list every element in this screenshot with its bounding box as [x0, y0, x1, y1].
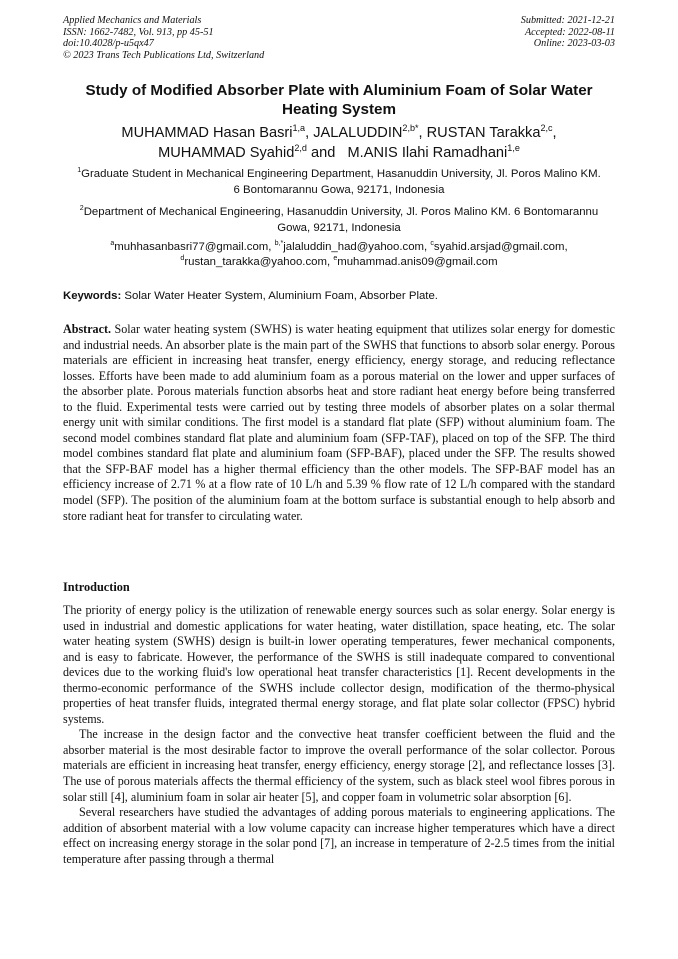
author-name: MUHAMMAD Syahid [158, 145, 295, 161]
online-date: Online: 2023-03-03 [533, 38, 615, 50]
header-left [63, 15, 264, 61]
paragraph: Several researchers have studied the advantages of adding porous materials to engineering applications. The addition of absorbent material with a low volume capacity can increase higher temperatures which have a direct effect on increasing energy storage in the solar pond [7], an increase in temperature of 2-2.5 times from the initial temperature after passing through a thermal [63, 805, 615, 866]
author-affiliation-mark: 1,a [292, 123, 306, 134]
submitted-date: Submitted: 2021-12-21 [520, 15, 615, 26]
email-address[interactable]: rustan_tarakka@yahoo.com, [184, 256, 334, 268]
author-separator: and [306, 145, 348, 161]
author-separator: , [305, 125, 314, 141]
introduction-heading: Introduction [63, 580, 130, 594]
introduction-body [63, 603, 615, 867]
header-right [521, 15, 615, 61]
email-address[interactable]: muhhasanbasri77@gmail.com, [114, 241, 275, 253]
email-address[interactable]: muhammad.anis09@gmail.com [337, 256, 498, 268]
author-name: M.ANIS Ilahi Ramadhani [347, 145, 508, 161]
journal-name: Applied Mechanics and Materials [63, 15, 202, 26]
affiliation-1 [75, 167, 603, 198]
keywords-label: Keywords: [63, 290, 122, 302]
issn-line: ISSN: 1662-7482, Vol. 913, pp 45-51 [63, 26, 214, 38]
abstract-label: Abstract. [63, 322, 112, 336]
author-affiliation-mark: 1,e [507, 143, 520, 154]
copyright-line: © 2023 Trans Tech Publications Ltd, Switzerland [63, 49, 265, 61]
email-mark: e [333, 255, 338, 263]
abstract-section [63, 322, 615, 524]
author-separator: , [552, 125, 557, 141]
author-name: MUHAMMAD Hasan Basri [121, 125, 293, 141]
paragraph: The priority of energy policy is the utilization of renewable energy sources such as solar energy. Solar energy is used in industrial and domestic applications for water heating, water distillation, space heating, etc. The solar water heating system (SWHS) design is built-in lower operating temperatures, fewer mechanical components, and is easy to fabricate. However, the performance of the SWHS is still inadequate compared to conventional devices due to the working fluid's low operational heat transfer characteristics [1]. Recent developments in the thermo-economic performance of the SWHS include collector design, modification of the thermo-physical properties of heat transfer fluids, integrated thermal energy storage, and flat plate solar collector (FPSC) hybrid systems. [63, 603, 615, 726]
author-separator: , [418, 125, 427, 141]
affiliation-mark: 2 [79, 205, 84, 213]
doi-line[interactable]: doi:10.4028/p-u5qx47 [63, 38, 154, 50]
email-mark: a [110, 240, 115, 248]
keywords-text: Solar Water Heater System, Aluminium Foam, Absorber Plate. [121, 290, 438, 302]
email-list [68, 240, 610, 270]
email-address[interactable]: jalaluddin_had@yahoo.com, [283, 241, 431, 253]
author-affiliation-mark: 2,d [294, 143, 307, 154]
author-list [60, 123, 618, 163]
affiliation-text: Graduate Student in Mechanical Engineering Department, Hasanuddin University, Jl. Poros Malino KM. 6 Bontomarannu Gowa, 92171, Indonesia [81, 168, 601, 196]
affiliation-mark: 1 [77, 167, 82, 175]
abstract-text: Solar water heating system (SWHS) is water heating equipment that utilizes solar energy for domestic and industrial needs. An absorber plate is the main part of the SWHS that functions to absorb solar energy. Porous materials are efficient in increasing heat transfer, energy efficiency, energy storage, and reducing reflectance losses. Efforts have been made to add aluminium foam as a porous material on the lower and upper surfaces of the absorber plate. Porous materials function absorbs heat and store radiant heat energy before being transferred to the fluid. Experimental tests were carried out by testing three models of absorber plates on a solar thermal energy unit with similar conditions. The first model is a standard flat plate (SFP) without aluminium foam. The second model combines standard flat plate and aluminium foam (SFP-TAF), placed on top of the SFP. The third model combines standard flat plate and aluminium foam (SFP-BAF), placed under the SFP. The results showed that the SFP-BAF model has a higher thermal efficiency than the other models. The SFP-BAF model has an efficiency increase of 2.71 % at a flow rate of 10 L/h and 5.39 % flow rate of 12 L/h compared with the standard model (SFP). The position of the aluminium foam at the bottom surface is substantial enough to help absorb and store radiant heat for transfer to circulating water. [63, 322, 615, 523]
author-affiliation-mark: 2,c [540, 123, 553, 134]
author-name: RUSTAN Tarakka [426, 125, 541, 141]
keywords-section [63, 289, 615, 303]
email-mark: d [180, 255, 185, 263]
author-affiliation-mark: 2,b* [402, 123, 419, 134]
paper-title: Study of Modified Absorber Plate with Aluminium Foam of Solar Water Heating System [85, 82, 593, 118]
affiliation-2 [75, 205, 603, 236]
email-mark: b,* [274, 240, 284, 248]
email-mark: c [430, 240, 434, 248]
journal-header [63, 15, 615, 61]
accepted-date: Accepted: 2022-08-11 [524, 26, 615, 38]
affiliation-text: Department of Mechanical Engineering, Hasanuddin University, Jl. Poros Malino KM. 6 Bontomarannu Gowa, 92171, Indonesia [83, 206, 599, 234]
paragraph: The increase in the design factor and the convective heat transfer coefficient between the fluid and the absorber material is the most desirable factor to improve the overall performance of the solar collector. Porous materials are efficient in increasing heat transfer, energy efficiency, energy storage [2], and reflectance losses [3]. The use of porous materials affects the thermal efficiency of the system, such as black steel wool fibres porous in solar still [4], aluminium foam in solar air heater [5], and copper foam in volumetric solar absorption [6]. [63, 727, 615, 804]
email-address[interactable]: syahid.arsjad@gmail.com, [433, 241, 568, 253]
author-name: JALALUDDIN [313, 125, 403, 141]
